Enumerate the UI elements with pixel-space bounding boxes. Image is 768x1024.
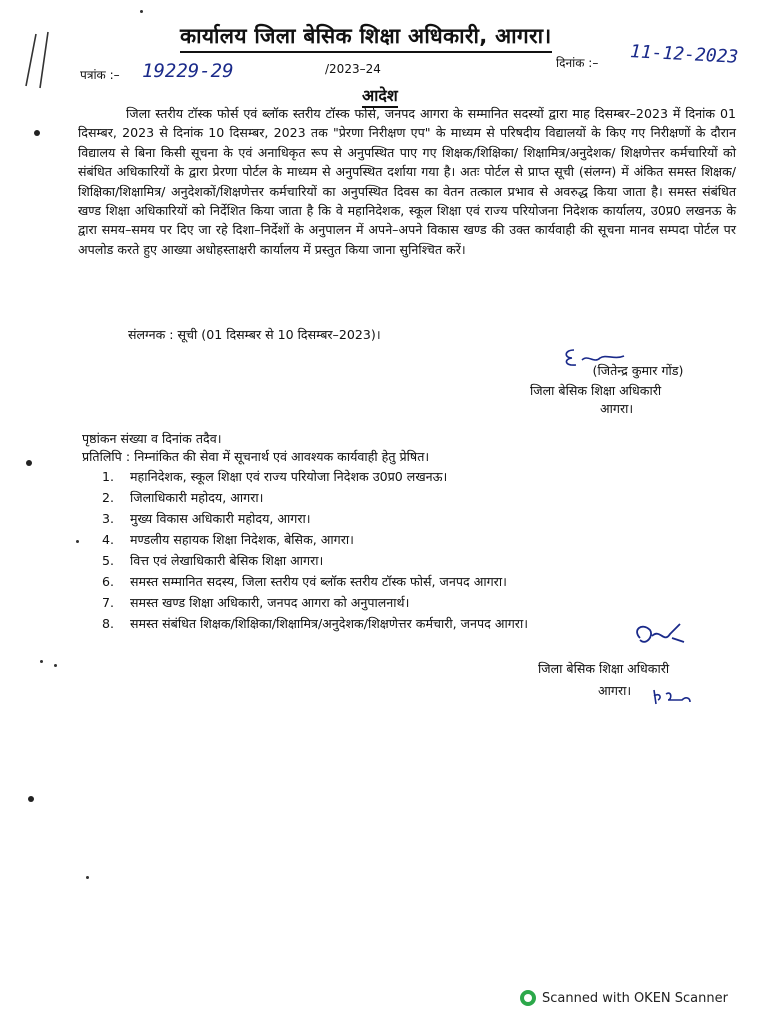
office-title: कार्यालय जिला बेसिक शिक्षा अधिकारी, आगरा। [180,22,552,53]
punch-hole-dot [28,796,34,802]
oken-logo-icon [520,990,536,1006]
initials-mark [650,686,694,708]
margin-pen-strokes [22,30,62,90]
signatory-place: आगरा। [600,401,634,416]
ref-year: /2023–24 [325,62,381,76]
copy-section [82,430,429,466]
ref-number-handwritten: 19229-29 [142,60,234,82]
signatory2-place: आगरा। [598,683,632,698]
list-item: 5. वित्त एवं लेखाधिकारी बेसिक शिक्षा आगरा। [102,553,324,568]
order-body: जिला स्तरीय टॉस्क फोर्स एवं ब्लॉक स्तरीय टॉस्क फोर्स, जनपद आगरा के सम्मानित सदस्यों द्वारा माह दिसम्बर–2023 में दिनांक 01 दिसम्बर, 2023 से दिनांक 10 दिसम्बर, 2023 तक "प्रेरणा निरीक्षण एप" के माध्यम से परिषदीय विद्यालयों के किए गए निरीक्षणों के दौरान विद्यालय से बिना किसी सूचना के एवं अनाधिकृत रूप से अनुपस्थित पाए गए शिक्षक/शिक्षिका/ शिक्षामित्र/अनुदेशक/ शिक्षणेत्तर कर्मचारियों को संबंधित अधिकारियों के द्वारा प्रेरणा पोर्टल के माध्यम से अनुपस्थित दर्शाया गया है। अतः पोर्टल से प्राप्त सूची (संलग्न) में अंकित समस्त शिक्षक/शिक्षिका/शिक्षामित्र/ अनुदेशकों/शिक्षणेत्तर कर्मचारियों का अनुपस्थित दिवस का वेतन तत्काल प्रभाव से अवरुद्ध किया जाता है। समस्त संबंधित खण्ड शिक्षा अधिकारियों को निर्देशित किया जाता है कि वे महानिदेशक, स्कूल शिक्षा एवं राज्य परियोजना निदेशक कार्यालय, उ0प्र0 लखनऊ के द्वारा समय–समय पर दिए जा रहे दिशा–निर्देशों के अनुपालन में अपने–अपने विकास खण्ड की उक्त कार्यवाही की सूचना मानव सम्पदा पोर्टल पर अपलोड करते हुए आख्या अधोहस्ताक्षरी कार्यालय में प्रस्तुत किया जाना सुनिश्चित करें। [78,106,736,257]
endorsement-line: पृष्ठांकन संख्या व दिनांक तदैव। [82,431,222,446]
scan-speck [86,876,89,879]
signatory-name: (जितेन्द्र कुमार गोंड) [592,363,684,378]
scan-speck [54,664,57,667]
punch-hole-dot [34,130,40,136]
watermark-text: Scanned with OKEN Scanner [542,990,728,1006]
ref-label: पत्रांक :– [80,68,120,82]
signatory2-designation: जिला बेसिक शिक्षा अधिकारी [538,661,670,676]
list-item: 8. समस्त संबंधित शिक्षक/शिक्षिका/शिक्षामित्र/अनुदेशक/शिक्षणेत्तर कर्मचारी, जनपद आगरा। [102,616,528,631]
date-handwritten: 11-12-2023 [629,41,739,68]
scan-speck [140,10,143,13]
copy-recipient-list [102,466,528,634]
list-item: 2. जिलाधिकारी महोदय, आगरा। [102,490,264,505]
scan-speck [40,660,43,663]
copy-intro: प्रतिलिपि : निम्नांकित की सेवा में सूचनार्थ एवं आवश्यक कार्यवाही हेतु प्रेषित। [82,449,430,464]
scan-speck [76,540,79,543]
scanner-watermark [520,990,728,1006]
list-item: 1. महानिदेशक, स्कूल शिक्षा एवं राज्य परियोजा निदेशक उ0प्र0 लखनऊ। [102,469,448,484]
signatory-designation: जिला बेसिक शिक्षा अधिकारी [530,383,662,398]
list-item: 3. मुख्य विकास अधिकारी महोदय, आगरा। [102,511,311,526]
order-heading: आदेश [362,84,398,108]
list-item: 6. समस्त सम्मानित सदस्य, जिला स्तरीय एवं ब्लॉक स्तरीय टॉस्क फोर्स, जनपद आगरा। [102,574,507,589]
list-item: 4. मण्डलीय सहायक शिक्षा निदेशक, बेसिक, आगरा। [102,532,354,547]
punch-hole-dot [26,460,32,466]
date-label: दिनांक :– [556,56,599,70]
signatory-block [568,362,708,380]
list-item: 7. समस्त खण्ड शिक्षा अधिकारी, जनपद आगरा को अनुपालनार्थ। [102,595,410,610]
signature-scribble [628,620,688,654]
enclosure-line: संलग्नक : सूची (01 दिसम्बर से 10 दिसम्बर–2023)। [128,327,381,342]
